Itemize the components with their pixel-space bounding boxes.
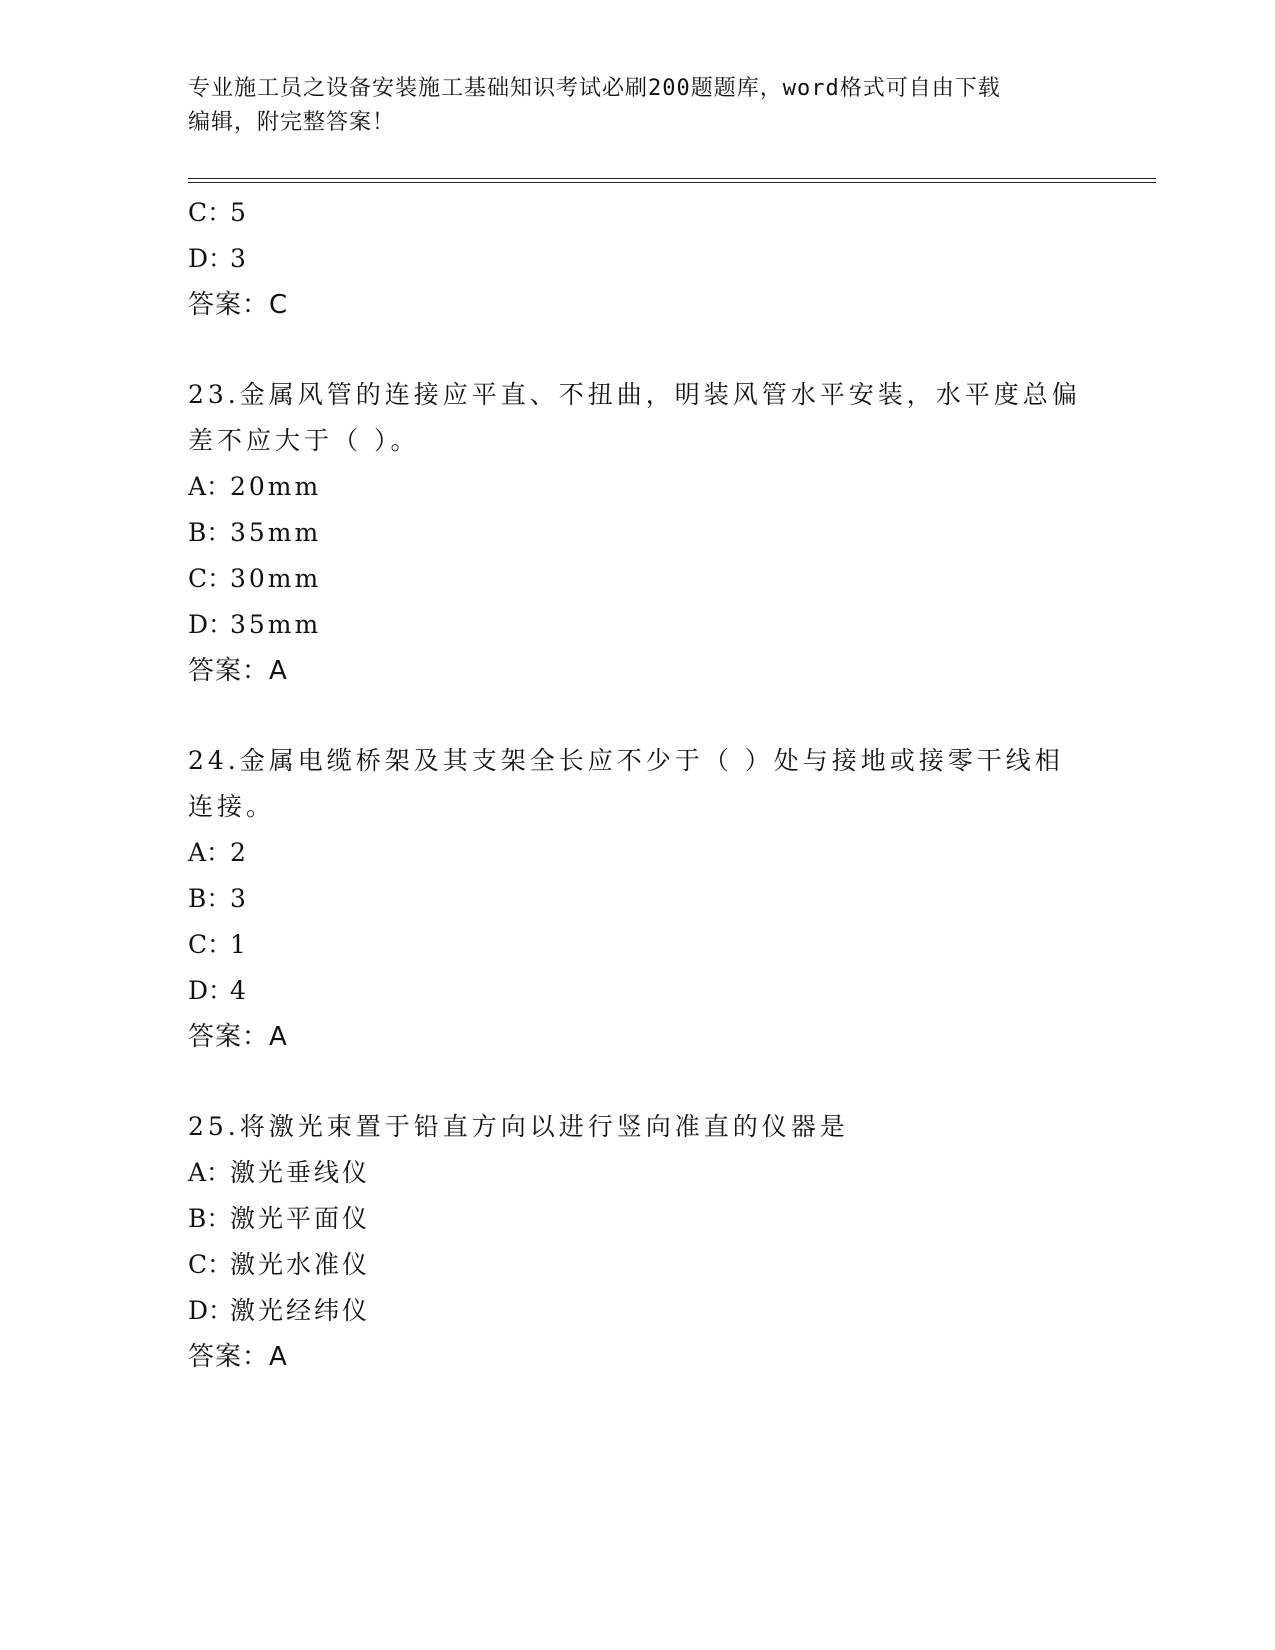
option-label: A： [188,1158,232,1187]
option-c [188,556,1088,602]
question-continuation [188,190,1088,328]
option-label: A： [188,838,232,867]
option-label: D： [188,610,234,639]
option-label: D： [188,244,234,273]
question-text [188,1104,1088,1150]
header-rule-bottom [188,182,1156,183]
option-text: 30mm [230,564,322,593]
answer-line: 答案：C [188,290,289,320]
option-label: C： [188,564,233,593]
option-text: 3 [230,244,249,273]
option-label: C： [188,1250,233,1279]
question-text [188,372,1088,464]
spacer [188,694,1088,738]
option-text: 激光平面仪 [230,1204,371,1233]
question-text-line: 24.金属电缆桥架及其支架全长应不少于（ ）处与接地或接零干线相 [188,746,1064,775]
option-c [188,922,1088,968]
option-text: 20mm [230,472,322,501]
option-label: C： [188,198,233,227]
option-text: 1 [230,930,249,959]
option-d [188,968,1088,1014]
header-line-1: 专业施工员之设备安装施工基础知识考试必刷200题题库，word格式可自由下载 [188,76,1001,101]
header-line-2: 编辑，附完整答案！ [188,110,396,135]
option-d [188,1288,1088,1334]
header-rule-top [188,178,1156,179]
option-b [188,1196,1088,1242]
option-a [188,1150,1088,1196]
question-text [188,738,1088,830]
answer-line: 答案：A [188,1342,288,1372]
option-d [188,236,1088,282]
option-label: D： [188,976,234,1005]
answer-line: 答案：A [188,656,288,686]
option-text: 5 [230,198,249,227]
option-a [188,830,1088,876]
question-text-line: 连接。 [188,792,276,821]
option-label: B： [188,1204,232,1233]
option-c [188,190,1088,236]
option-b [188,876,1088,922]
option-text: 3 [230,884,249,913]
option-label: B： [188,518,232,547]
spacer [188,328,1088,372]
option-c [188,1242,1088,1288]
option-b [188,510,1088,556]
question-23 [188,372,1088,694]
option-a [188,464,1088,510]
document-header [188,72,1068,140]
question-text-line: 23.金属风管的连接应平直、不扭曲，明装风管水平安装，水平度总偏 [188,380,1081,409]
option-text: 激光垂线仪 [230,1158,371,1187]
option-text: 35mm [230,518,322,547]
option-text: 2 [230,838,249,867]
spacer [188,1060,1088,1104]
answer-line: 答案：A [188,1022,288,1052]
option-text: 激光经纬仪 [230,1296,371,1325]
question-text-line: 差不应大于（ ）。 [188,426,420,455]
option-label: A： [188,472,232,501]
option-text: 35mm [230,610,322,639]
question-list [188,190,1088,1380]
option-label: B： [188,884,232,913]
option-text: 4 [230,976,249,1005]
question-text-line: 25.将激光束置于铅直方向以进行竖向准直的仪器是 [188,1112,849,1141]
option-d [188,602,1088,648]
question-25 [188,1104,1088,1380]
question-24 [188,738,1088,1060]
option-text: 激光水准仪 [230,1250,371,1279]
option-label: C： [188,930,233,959]
option-label: D： [188,1296,234,1325]
